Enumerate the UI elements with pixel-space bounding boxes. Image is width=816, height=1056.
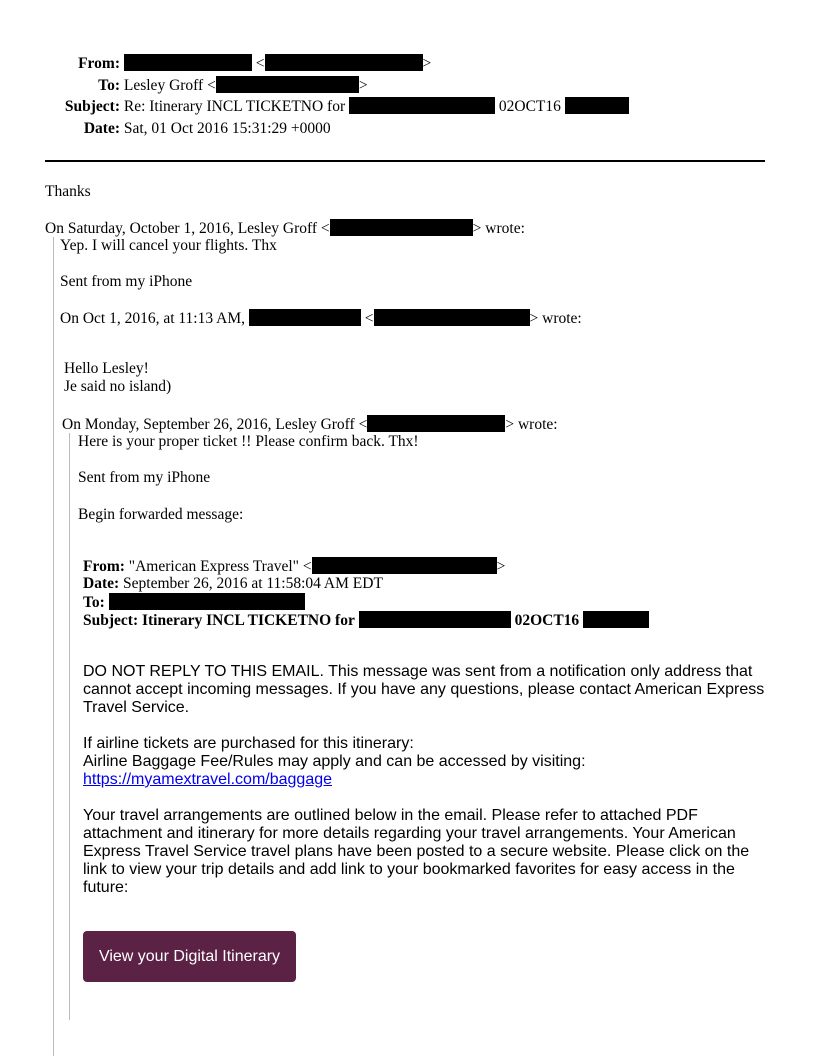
begin-forwarded: Begin forwarded message: [78, 506, 244, 523]
subject-code: 02OCT16 [498, 98, 561, 115]
header-subject [0, 97, 629, 116]
header-from: From: < > [0, 54, 431, 73]
fwd-date: Date: September 26, 2016 at 11:58:04 AM EDT [83, 575, 383, 592]
redacted [367, 415, 505, 432]
sent-from-iphone-2: Sent from my iPhone [78, 469, 211, 486]
no-reply-notice: DO NOT REPLY TO THIS EMAIL. This message was sent from a notification only address that cannot accept incoming messages. If you have any questions, please contact American Express Travel Service. [83, 663, 765, 716]
redacted [124, 54, 252, 71]
redacted [565, 97, 629, 114]
to-name: Lesley Groff [123, 77, 204, 94]
quote1-intro: On Saturday, October 1, 2016, Lesley Groff < > wrote: [45, 220, 525, 237]
date-value: Sat, 01 Oct 2016 15:31:29 +0000 [123, 120, 331, 137]
baggage-link[interactable]: https://myamextravel.com/baggage [83, 771, 333, 788]
view-itinerary-button[interactable]: View your Digital Itinerary [83, 931, 296, 982]
quote2-line2: Je said no island) [64, 378, 172, 395]
subject-label: Subject: [64, 98, 120, 115]
header-date [0, 120, 331, 138]
quote3-intro: On Monday, September 26, 2016, Lesley Groff < > wrote: [62, 416, 558, 433]
subject-text: Re: Itinerary INCL TICKETNO for [123, 98, 346, 115]
fwd-to: To: [83, 593, 305, 612]
redacted [359, 611, 511, 628]
quote2-line1: Hello Lesley! [64, 360, 149, 377]
fwd-subject: Subject: Itinerary INCL TICKETNO for 02OCT16 [83, 611, 649, 630]
baggage-paragraph [83, 735, 773, 789]
redacted [312, 557, 497, 574]
redacted [249, 309, 361, 326]
redacted [265, 54, 423, 71]
travel-paragraph: Your travel arrangements are outlined below in the email. Please refer to attached PDF attachment and itinerary for more details regarding your travel arrangements. Your American Express Travel Service travel plans have been posted to a secure website. Please click on the link to view your trip details and add link to your bookmarked favorites for easy access in the future: [83, 807, 750, 896]
quote3-body: Here is your proper ticket !! Please confirm back. Thx! [78, 433, 419, 450]
redacted [374, 309, 530, 326]
quote1-body: Yep. I will cancel your flights. Thx [60, 237, 277, 254]
header-to: To: Lesley Groff < > [0, 76, 368, 95]
sent-from-iphone: Sent from my iPhone [60, 273, 193, 290]
fwd-from: From: "American Express Travel" < > [83, 558, 506, 575]
to-label: To: [98, 77, 120, 94]
redacted [109, 593, 305, 610]
redacted [583, 611, 649, 628]
redacted [216, 76, 359, 93]
baggage-line1: If airline tickets are purchased for this itinerary: [83, 735, 414, 752]
thanks-text: Thanks [45, 183, 91, 200]
redacted [349, 97, 495, 114]
from-label: From: [78, 55, 120, 72]
redacted [330, 219, 473, 236]
date-label: Date: [83, 120, 120, 137]
baggage-line2: Airline Baggage Fee/Rules may apply and can be accessed by visiting: [83, 753, 586, 770]
quote-bar-2 [69, 433, 70, 1020]
quote2-intro: On Oct 1, 2016, at 11:13 AM, < > wrote: [60, 310, 582, 327]
quote-bar-1 [53, 237, 54, 1056]
divider [45, 160, 765, 162]
